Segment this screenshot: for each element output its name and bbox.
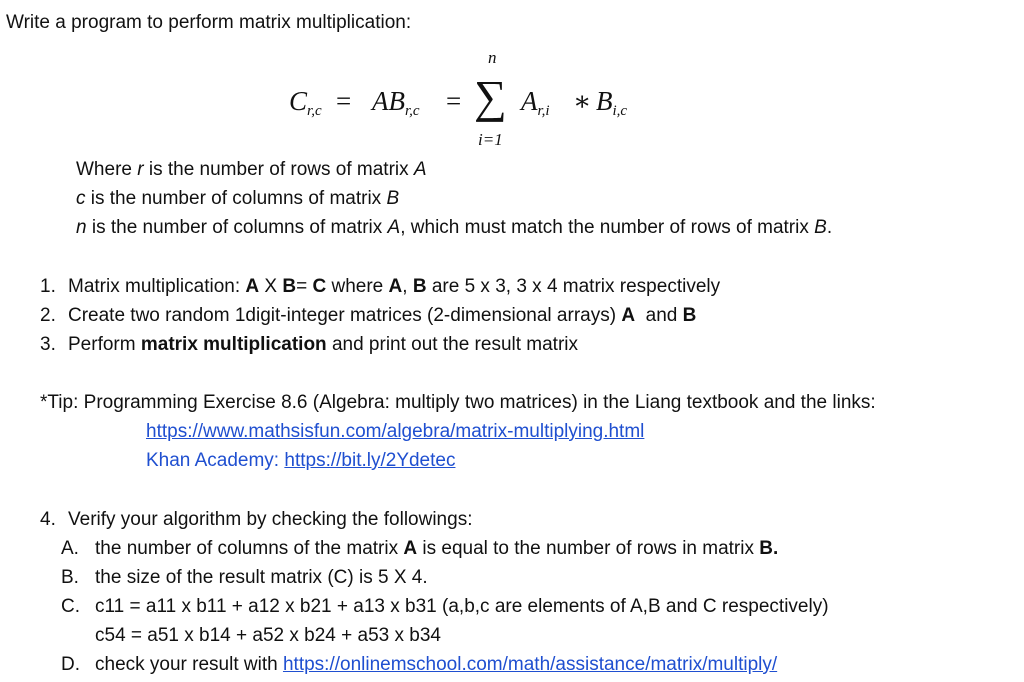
page-title: Write a program to perform matrix multiplication: — [6, 12, 412, 33]
formula-equals-2: = — [446, 86, 462, 116]
formula-a-text: A — [521, 86, 538, 116]
definition-n: n is the number of columns of matrix A, which must match the number of rows of matrix B. — [76, 217, 833, 238]
formula-ab-subscript: r,c — [405, 103, 420, 119]
formula-a — [521, 86, 550, 120]
list-item-continuation: c54 = a51 x b14 + a52 x b24 + a53 x b34 — [95, 625, 441, 646]
formula-times: ∗ — [573, 86, 592, 116]
list-item: A. the number of columns of the matrix A is equal to the number of rows in matrix B. — [61, 538, 779, 559]
formula-equals-1: = — [336, 86, 352, 116]
formula-a-subscript: r,i — [537, 103, 550, 119]
bitly-link[interactable]: https://bit.ly/2Ydetec — [284, 450, 456, 471]
formula-c-subscript: r,c — [307, 103, 322, 119]
formula-ab-text: AB — [372, 86, 405, 116]
formula-sum-upper: n — [488, 48, 497, 67]
formula-b-text: B — [596, 86, 613, 116]
formula-ab — [372, 86, 420, 120]
onlinemschool-link[interactable]: https://onlinemschool.com/math/assistance/matrix/multiply/ — [282, 654, 778, 675]
definition-c: c is the number of columns of matrix B — [76, 188, 400, 209]
list-item: 3. Perform matrix multiplication and print out the result matrix — [40, 334, 579, 355]
sigma-icon: ∑ — [474, 71, 507, 122]
formula-b — [596, 86, 627, 120]
tip-text: *Tip: Programming Exercise 8.6 (Algebra: multiply two matrices) in the Liang textbook and the links: — [40, 392, 876, 413]
list-item: C. c11 = a11 x b11 + a12 x b21 + a13 x b31 (a,b,c are elements of A,B and C respectively) — [61, 596, 829, 617]
formula-c: C — [289, 86, 308, 116]
formula-lhs — [289, 86, 322, 120]
list-item: 1. Matrix multiplication: A X B= C where A, B are 5 x 3, 3 x 4 matrix respectively — [40, 276, 721, 297]
list-item: 2. Create two random 1digit-integer matrices (2-dimensional arrays) A and B — [40, 305, 697, 326]
list-item: 4. Verify your algorithm by checking the followings: — [40, 509, 473, 530]
khan-academy-line: Khan Academy: https://bit.ly/2Ydetec — [146, 450, 456, 471]
mathsisfun-link[interactable]: https://www.mathsisfun.com/algebra/matrix-multiplying.html — [146, 421, 645, 442]
formula-b-subscript: i,c — [612, 103, 628, 119]
definition-r: Where r is the number of rows of matrix A — [76, 159, 427, 180]
formula-sum-lower: i=1 — [478, 130, 503, 149]
list-item: D. check your result with https://onlinemschool.com/math/assistance/matrix/multiply/ — [61, 654, 778, 675]
list-item: B. the size of the result matrix (C) is 5 X 4. — [61, 567, 428, 588]
